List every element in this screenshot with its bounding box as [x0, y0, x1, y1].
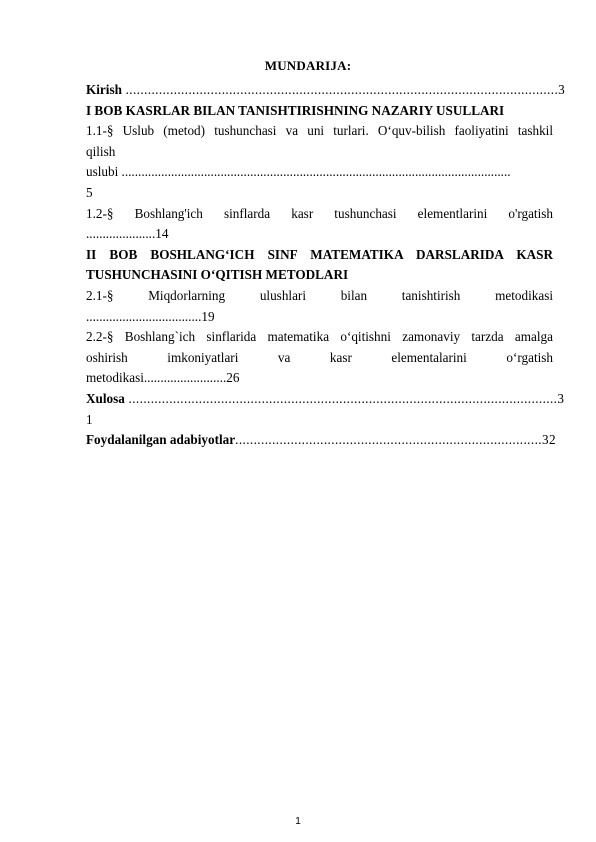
- table-of-contents: [86, 80, 565, 451]
- toc-entry-label: Kirish: [86, 82, 122, 97]
- toc-entry-xulosa-line-2: 1: [86, 411, 93, 427]
- toc-leader-dots: ...................................................................................32: [235, 432, 556, 448]
- toc-title: MUNDARIJA:: [264, 58, 352, 73]
- toc-chapter-1: I BOB KASRLAR BILAN TANISHTIRISHNING NAZARIY USULLARI: [86, 102, 505, 118]
- toc-entry-label: Xulosa: [86, 390, 125, 406]
- toc-entry-2-1-line-2: ...................................19: [86, 308, 215, 324]
- toc-entry-1-1-line-3: uslubi ......................................................................................................................: [86, 164, 511, 180]
- toc-entry-2-2-line-1: 2.2-§ Boshlang`ich sinflarida matematika o‘qitishni zamonaviy tarzda amalga: [86, 329, 553, 345]
- toc-entry-2-1-line-1: 2.1-§ Miqdorlarning ulushlari bilan tanishtirish metodikasi: [86, 287, 553, 303]
- toc-entry-kirish: [86, 80, 565, 101]
- toc-page-number: 3: [558, 82, 565, 97]
- toc-entry-1-2-line-1: 1.2-§ Boshlang'ich sinflarda kasr tushunchasi elementlarini o'rgatish: [86, 205, 553, 221]
- toc-entry-1-1-line-1: 1.1-§ Uslub (metod) tushunchasi va uni turlari. O‘quv-bilish faoliyatini tashkil: [86, 123, 553, 139]
- toc-leader-dots: ....................................................................................................................3: [124, 390, 565, 406]
- toc-chapter-2-line-2: TUSHUNCHASINI O‘QITISH METODLARI: [86, 267, 349, 283]
- toc-chapter-2-line-1: II BOB BOSHLANG‘ICH SINF MATEMATIKA DARSLARIDA KASR: [86, 246, 553, 262]
- toc-entry-label: Foydalanilgan adabiyotlar: [86, 432, 236, 448]
- toc-entry-2-2-line-2: oshirish imkoniyatlari va kasr elementalarini o‘rgatish: [86, 349, 553, 365]
- toc-leader-dots: .....................................................................................................................: [121, 82, 559, 97]
- page-number: 1: [295, 816, 301, 827]
- toc-entry-1-1-line-2: qilish: [86, 143, 116, 159]
- toc-entry-2-2-line-3: metodikasi.........................26: [86, 370, 240, 386]
- toc-entry-xulosa: [86, 389, 565, 410]
- toc-entry-adabiyotlar: [86, 430, 556, 451]
- toc-entry-1-2-line-2: .....................14: [86, 226, 169, 242]
- toc-entry-1-1-line-4: 5: [86, 184, 93, 200]
